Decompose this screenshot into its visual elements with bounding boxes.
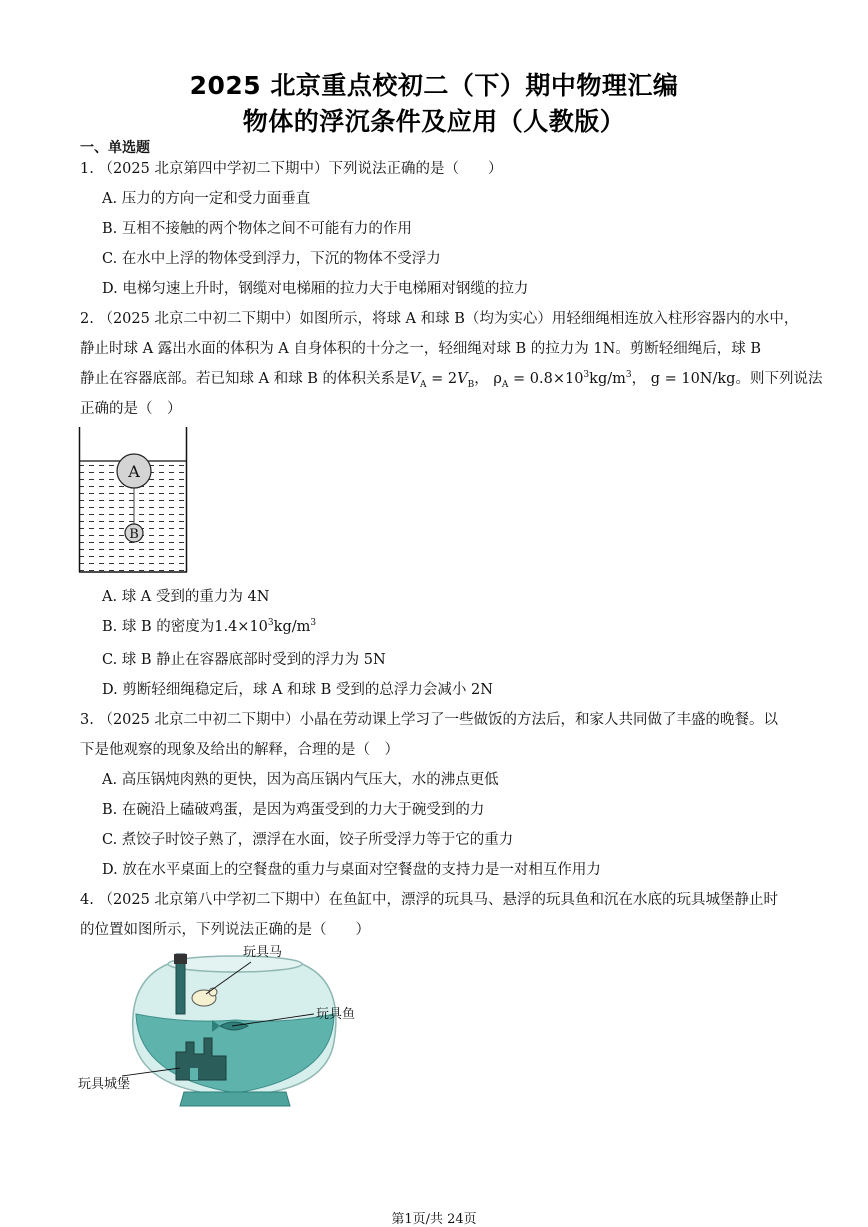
q2-option-b: B. 球 B 的密度为$1.4\times 10^3kg/m^3$ bbox=[102, 618, 317, 635]
ball-a-label: A bbox=[128, 462, 140, 481]
q3-option-c: C. 煮饺子时饺子熟了，漂浮在水面，饺子所受浮力等于它的重力 bbox=[102, 832, 514, 848]
q4-stem-line1: 4. （2025 北京第八中学初二下期中）在鱼缸中，漂浮的玩具马、悬浮的玩具鱼和沉在水底的玩具城堡静止时 bbox=[80, 892, 778, 908]
q4-fish-tank-figure bbox=[76, 942, 376, 1114]
q3-option-b: B. 在碗沿上磕破鸡蛋，是因为鸡蛋受到的力大于碗受到的力 bbox=[102, 802, 485, 818]
toy-horse-label: 玩具马 bbox=[243, 945, 283, 960]
q4-stem-line2: 的位置如图所示，下列说法正确的是（ ） bbox=[80, 922, 370, 938]
q3-stem-line2: 下是他观察的现象及给出的解释，合理的是（ ） bbox=[80, 742, 399, 758]
toy-fish-label: 玩具鱼 bbox=[316, 1007, 356, 1022]
q2-option-c: C. 球 B 静止在容器底部时受到的浮力为 5N bbox=[102, 652, 386, 668]
q2-stem-line2: 静止时球 A 露出水面的体积为 A 自身体积的十分之一，轻细绳对球 B 的拉力为 1N。剪断轻细绳后，球 B bbox=[80, 341, 762, 357]
page-footer: 第1页/共 24页 bbox=[391, 1212, 477, 1227]
q3-option-d: D. 放在水平桌面上的空餐盘的重力与桌面对空餐盘的支持力是一对相互作用力 bbox=[102, 862, 601, 878]
q1-stem: 1. （2025 北京第四中学初二下期中）下列说法正确的是（ ） bbox=[80, 161, 503, 177]
q2-stem-line4: 正确的是（ ） bbox=[80, 401, 182, 417]
q2-stem-line3: 静止在容器底部。若已知球 A 和球 B 的体积关系是$V_A = 2V_B$， $\rho_A = 0.8\times 10^3kg/m^3$， g = 10N/kg。则下列说法 bbox=[80, 370, 823, 390]
ball-b-label: B bbox=[129, 527, 139, 542]
q2-option-d: D. 剪断轻细绳稳定后，球 A 和球 B 受到的总浮力会减小 2N bbox=[102, 682, 493, 698]
q1-option-b: B. 互相不接触的两个物体之间不可能有力的作用 bbox=[102, 221, 412, 237]
q1-option-c: C. 在水中上浮的物体受到浮力，下沉的物体不受浮力 bbox=[102, 251, 441, 267]
doc-title-line2: 物体的浮沉条件及应用（人教版） bbox=[242, 107, 626, 136]
q2-option-a: A. 球 A 受到的重力为 4N bbox=[102, 589, 270, 605]
q3-stem-line1: 3. （2025 北京二中初二下期中）小晶在劳动课上学习了一些做饭的方法后，和家人共同做了丰盛的晚餐。以 bbox=[80, 712, 778, 728]
q1-option-a: A. 压力的方向一定和受力面垂直 bbox=[102, 191, 311, 207]
q3-option-a: A. 高压锅炖肉熟的更快，因为高压锅内气压大，水的沸点更低 bbox=[102, 772, 499, 788]
toy-castle-label: 玩具城堡 bbox=[78, 1077, 131, 1092]
q2-container-figure bbox=[78, 427, 190, 575]
section-heading: 一、单选题 bbox=[80, 140, 150, 156]
doc-title-line1: 2025 北京重点校初二（下）期中物理汇编 bbox=[189, 71, 679, 100]
q2-stem-line1: 2. （2025 北京二中初二下期中）如图所示，将球 A 和球 B（均为实心）用轻细绳相连放入柱形容器内的水中， bbox=[80, 311, 799, 327]
q1-option-d: D. 电梯匀速上升时，钢缆对电梯厢的拉力大于电梯厢对钢缆的拉力 bbox=[102, 281, 529, 297]
